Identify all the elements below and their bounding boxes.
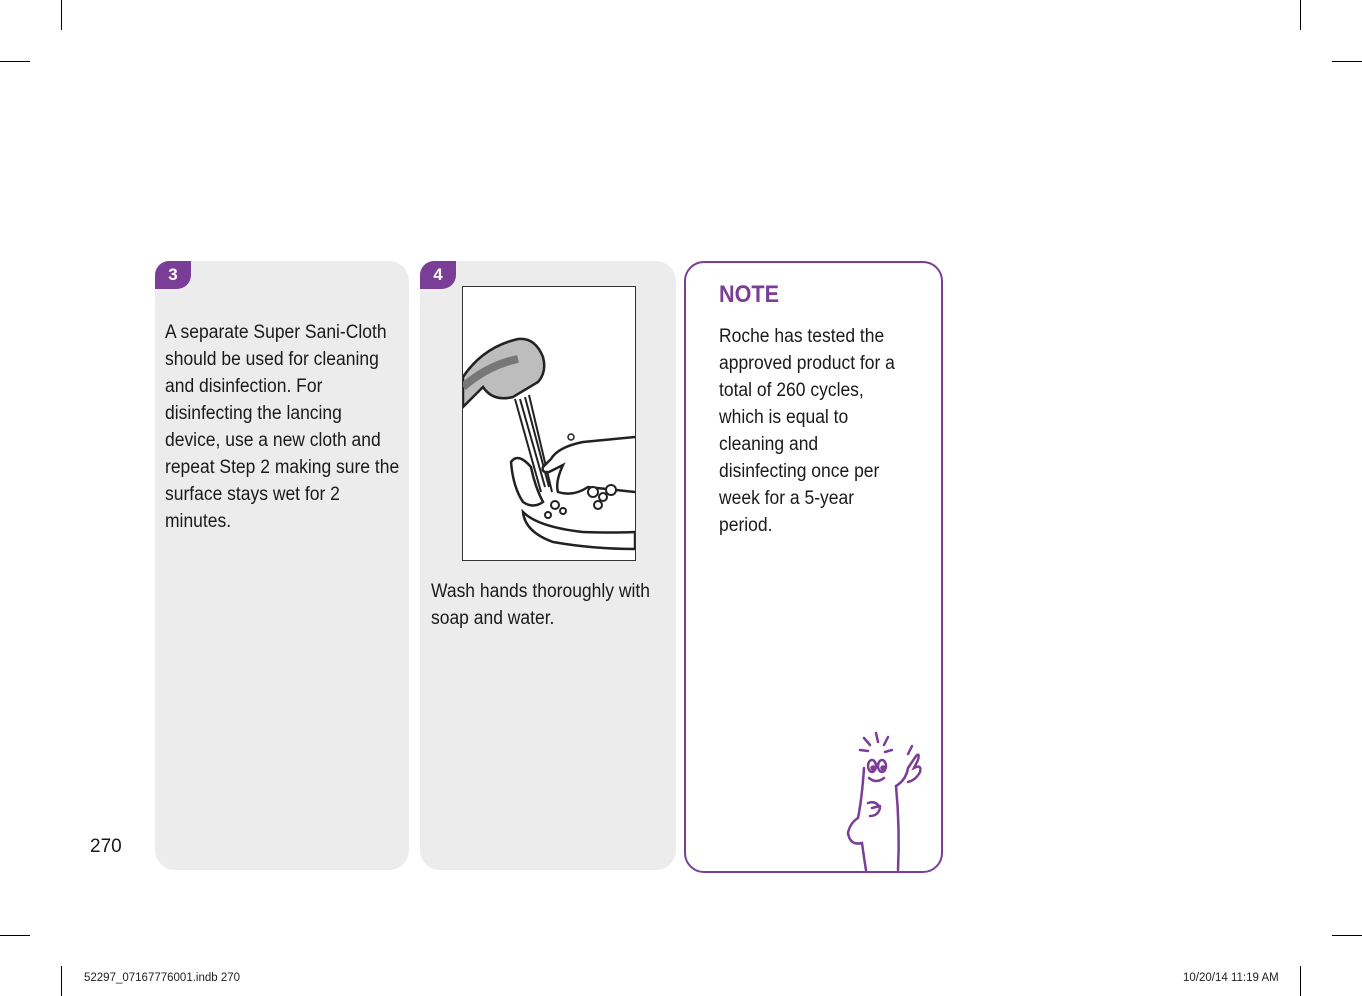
slug-date-info: 10/20/14 11:19 AM: [1183, 972, 1279, 984]
note-box: [684, 261, 943, 873]
crop-mark: [0, 61, 30, 62]
crop-mark: [1332, 61, 1362, 62]
page-number: 270: [90, 836, 122, 857]
note-text: Roche has tested the approved product for a total of 260 cycles, which is equal to cleaning and disinfecting once per week for a 5-year period.: [719, 326, 895, 536]
crop-mark: [1332, 935, 1362, 936]
crop-mark: [1300, 966, 1301, 996]
step-3-badge: 3: [155, 261, 191, 289]
step-4-badge: 4: [420, 261, 456, 289]
crop-mark: [0, 935, 30, 936]
step-3-text: A separate Super Sani-Cloth should be used for cleaning and disinfection. For disinfecting the lancing device, use a new cloth and repeat Step 2 making sure the surface stays wet for 2 minutes.: [165, 322, 400, 532]
faucet-hands-icon: [463, 287, 635, 560]
crop-mark: [61, 0, 62, 30]
step-4-panel: [420, 261, 676, 870]
note-mascot-icon: [836, 728, 936, 873]
step-3-panel: [155, 261, 409, 870]
step-4-text: Wash hands thoroughly with soap and water.: [431, 581, 650, 629]
hand-washing-illustration: [462, 286, 636, 561]
crop-mark: [61, 966, 62, 996]
note-title: NOTE: [719, 281, 780, 308]
slug-file-info: 52297_07167776001.indb 270: [84, 972, 241, 984]
crop-mark: [1300, 0, 1301, 30]
